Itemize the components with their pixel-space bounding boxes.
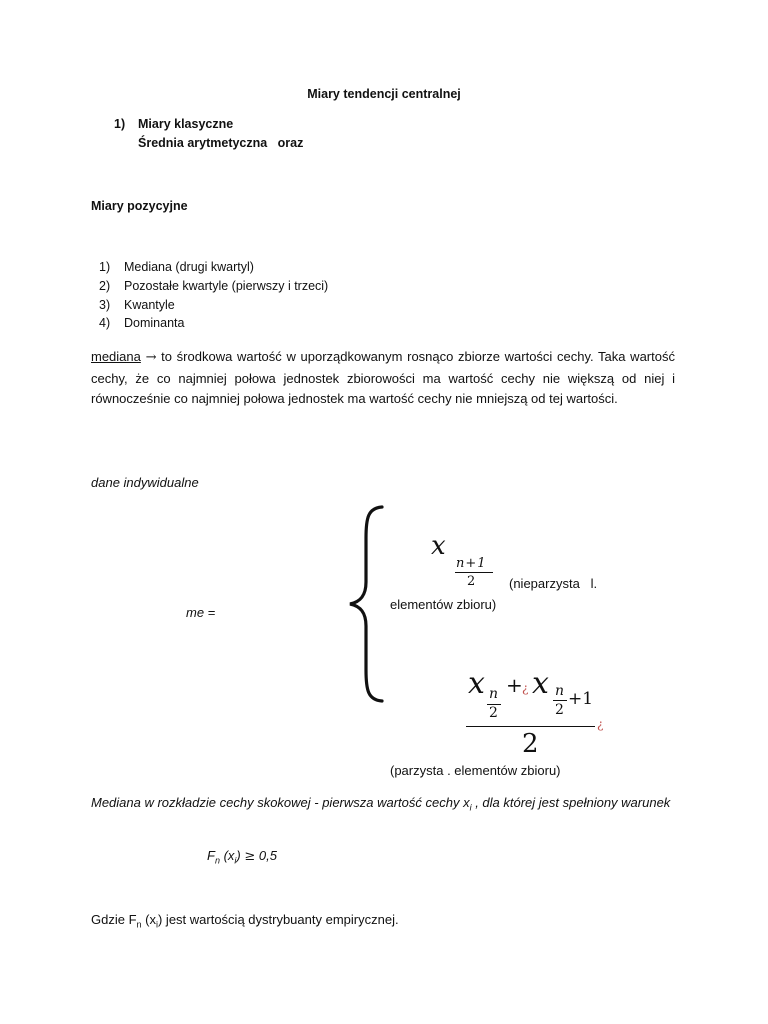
formula-odd-sub-bottom: 2 xyxy=(467,574,476,589)
gdzie-x-sub: i xyxy=(155,919,158,930)
condition-x-open: (x xyxy=(219,848,235,863)
formula-plus-one: +1 xyxy=(568,689,594,709)
formula-x-even-1: x xyxy=(468,666,485,701)
list-item-text: Mediana (drugi kwartyl) xyxy=(124,260,254,274)
condition-relation: ≥ xyxy=(244,849,256,864)
arrow-icon: → xyxy=(145,350,157,365)
formula-n-1: n xyxy=(489,686,499,702)
list-item xyxy=(99,260,254,274)
list-item-text: Pozostałe kwartyle (pierwszy i trzeci) xyxy=(124,279,329,293)
formula-x-even-2: x xyxy=(532,666,549,701)
list-item-number: 4) xyxy=(99,316,111,330)
formula-two-1: 2 xyxy=(489,705,498,721)
condition-f: F xyxy=(207,848,215,863)
mediana-definition xyxy=(91,347,675,410)
list-item xyxy=(99,298,175,312)
condition-value: 0,5 xyxy=(255,848,277,863)
fraction-line-n2-2 xyxy=(553,700,567,701)
skokowa-paragraph xyxy=(91,793,675,818)
condition-f-sub: n xyxy=(214,855,220,866)
odd-description-2: elementów zbioru) xyxy=(390,597,497,612)
page-title: Miary tendencji centralnej xyxy=(307,87,461,101)
classic-subheading: Średnia arytmetyczna oraz xyxy=(138,136,304,150)
gdzie-start: Gdzie F xyxy=(91,912,137,927)
list-item-number: 3) xyxy=(99,298,111,312)
classic-heading: Miary klasyczne xyxy=(138,117,234,131)
curly-brace-icon xyxy=(346,504,386,704)
individual-data-label: dane indywidualne xyxy=(91,475,199,490)
classic-number: 1) xyxy=(114,117,126,131)
gdzie-end: ) jest wartością dystrybuanty empirycznej. xyxy=(157,912,399,927)
condition-x-close: ) xyxy=(236,848,245,863)
condition-x-sub: i xyxy=(234,855,237,866)
list-item-text: Dominanta xyxy=(124,316,185,330)
list-item-number: 2) xyxy=(99,279,111,293)
skokowa-text-sub: i xyxy=(469,802,472,813)
main-fraction-line xyxy=(466,726,595,727)
list-item xyxy=(99,316,184,330)
formula-n-2: n xyxy=(555,683,565,699)
gdzie-f-sub: n xyxy=(136,919,142,930)
odd-description-1: (nieparzysta l. xyxy=(509,576,598,591)
me-label: me = xyxy=(186,605,216,620)
condition-formula xyxy=(207,848,277,866)
fraction-line-odd xyxy=(455,572,493,573)
positional-heading: Miary pozycyjne xyxy=(91,199,188,213)
mediana-text: to środkowa wartość w uporządkowanym rosnąco zbiorze wartości cechy. Taka wartość cechy, że co najmniej połowa jednostek zbiorowości ma wartość cechy nie większą od niej i równocześnie co najmniej połowa jednostek ma wartość cechy nie mniejszą od tej wartości. xyxy=(91,349,675,406)
formula-odd-glyph-2: ¿ xyxy=(597,717,604,731)
list-item-number: 1) xyxy=(99,260,111,274)
formula-x-odd: x xyxy=(431,531,446,561)
skokowa-text-rest: , dla której jest spełniony warunek xyxy=(471,795,671,810)
even-description: (parzysta . elementów zbioru) xyxy=(390,763,561,778)
formula-odd-glyph-1: ¿ xyxy=(522,681,529,695)
formula-two-2: 2 xyxy=(555,702,564,718)
formula-denominator: 2 xyxy=(522,729,539,759)
skokowa-text-main: Mediana w rozkładzie cechy skokowej - pierwsza wartość cechy x xyxy=(91,795,470,810)
gdzie-mid: (x xyxy=(141,912,156,927)
formula-odd-sub-top: n+1 xyxy=(456,556,487,571)
list-item-text: Kwantyle xyxy=(124,298,175,312)
gdzie-sentence xyxy=(91,912,399,930)
mediana-term: mediana xyxy=(91,349,141,364)
formula-plus: + xyxy=(506,673,523,697)
list-item xyxy=(99,279,328,293)
